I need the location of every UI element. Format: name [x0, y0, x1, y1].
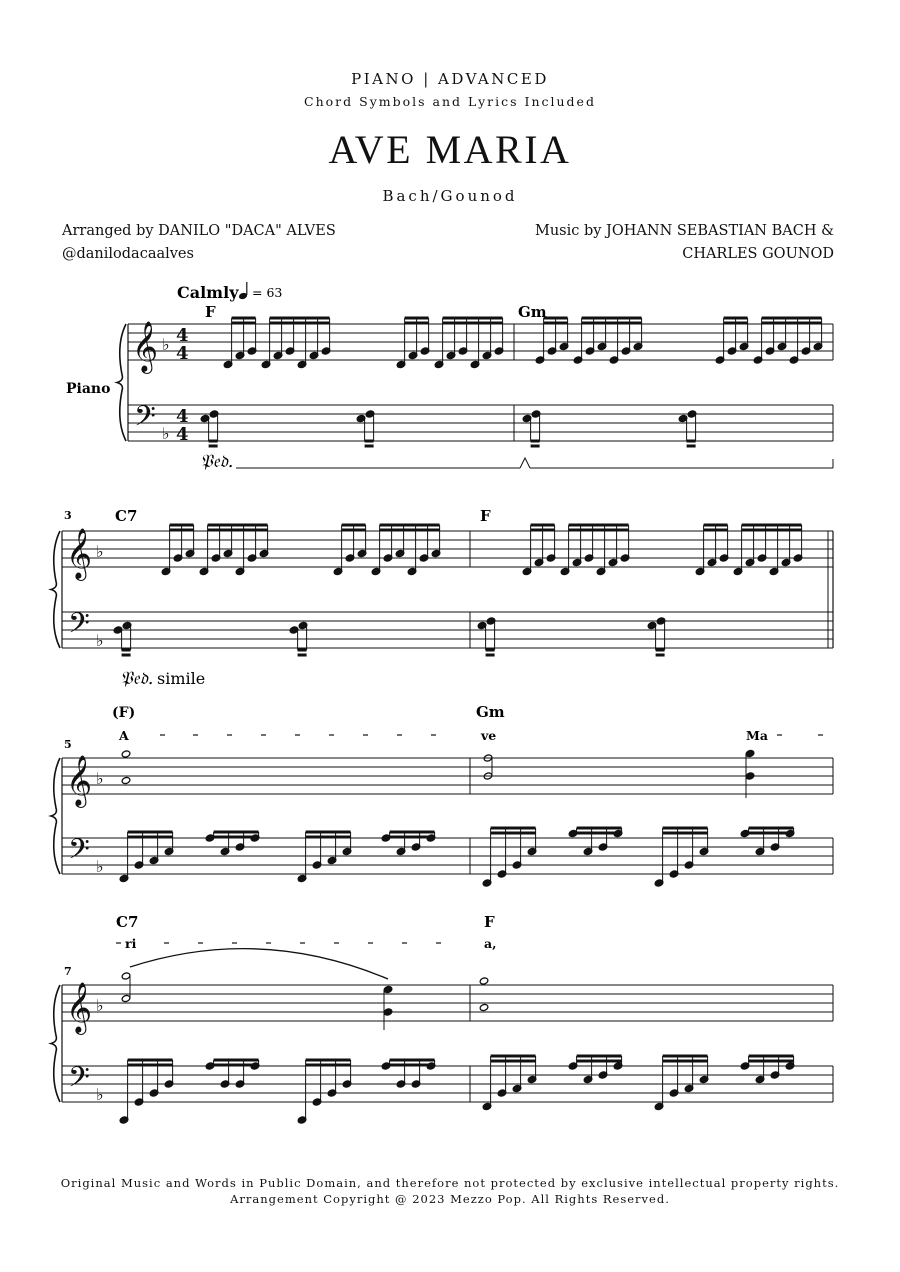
bass-clef-icon: 𝄢: [134, 400, 156, 440]
note-head: [121, 972, 131, 980]
chord-symbol: Gm: [518, 303, 547, 321]
note-head: [121, 776, 131, 784]
lyric-syllable: ve: [481, 728, 497, 743]
quarter-note-icon: [238, 282, 248, 300]
chord-symbol: (F): [112, 705, 136, 721]
brace: [51, 531, 60, 648]
treble-clef-icon: 𝄞: [66, 528, 93, 579]
pedal-simile: simile: [157, 669, 206, 688]
footer-line-2: Arrangement Copyright @ 2023 Mezzo Pop. All Rights Reserved.: [230, 1192, 670, 1206]
measure-number: 7: [64, 965, 72, 978]
note-head: [121, 994, 131, 1002]
flat-icon: ♭: [96, 769, 104, 788]
instrument-label: Piano: [66, 381, 111, 397]
measure-number: 3: [64, 509, 72, 522]
note-head: [383, 1008, 393, 1016]
composer-line-2: CHARLES GOUNOD: [682, 246, 834, 262]
pedal-mark: 𝔓𝔢𝔡.: [120, 668, 154, 689]
composer-short: Bach/Gounod: [382, 187, 518, 205]
chord-symbol: C7: [116, 913, 139, 931]
tempo-value: = 63: [252, 285, 283, 300]
copyright-footer: [0, 1175, 900, 1207]
lyric-syllable: ri: [125, 936, 137, 951]
pedal-mark: 𝔓𝔢𝔡.: [200, 451, 234, 472]
flat-icon: ♭: [96, 542, 104, 561]
footer-line-1: Original Music and Words in Public Domain, and therefore not protected by exclusive intellectual property rights.: [60, 1176, 840, 1190]
slur: [130, 949, 388, 979]
brace: [117, 324, 126, 441]
note-head: [383, 985, 393, 993]
arranger-handle: @danilodacaalves: [62, 246, 194, 262]
pedal-line: [236, 458, 833, 468]
staff-systems: [51, 321, 833, 1104]
note-head: [745, 772, 755, 780]
bass-clef-icon: 𝄢: [68, 833, 90, 873]
treble-clef-icon: 𝄞: [132, 321, 159, 372]
chord-symbol: C7: [115, 507, 138, 525]
brace: [51, 758, 60, 874]
flat-icon: ♭: [96, 631, 104, 650]
song-title: AVE MARIA: [328, 127, 572, 172]
note-head: [479, 1003, 489, 1011]
brace: [51, 985, 60, 1102]
composer-line-1: Music by JOHANN SEBASTIAN BACH &: [534, 223, 834, 239]
chord-symbol: F: [484, 913, 495, 931]
note-head: [745, 749, 755, 757]
lyric-syllable: A: [119, 728, 129, 743]
note-head: [479, 977, 489, 985]
treble-clef-icon: 𝄞: [66, 982, 93, 1033]
flat-icon: ♭: [96, 1085, 104, 1104]
time-signature: 4: [176, 325, 189, 346]
tempo-text: Calmly: [177, 283, 239, 302]
chord-symbol: Gm: [476, 703, 505, 721]
lyric-syllable: Ma: [746, 728, 768, 743]
flat-icon: ♭: [162, 335, 170, 354]
measure-number: 5: [64, 738, 72, 751]
treble-clef-icon: 𝄞: [66, 755, 93, 806]
category-label: PIANO | ADVANCED: [351, 70, 549, 88]
time-signature: 4: [176, 406, 189, 427]
flat-icon: ♭: [96, 996, 104, 1015]
chord-symbol: F: [480, 507, 491, 525]
subtitle-label: Chord Symbols and Lyrics Included: [304, 94, 596, 109]
chord-symbol: F: [205, 303, 216, 321]
time-signature: 4: [176, 424, 189, 445]
arranger-name: Arranged by DANILO "DACA" ALVES: [62, 223, 336, 239]
flat-icon: ♭: [96, 857, 104, 876]
bass-clef-icon: 𝄢: [68, 607, 90, 647]
lyric-syllable: a,: [484, 936, 497, 951]
note-head: [121, 750, 131, 758]
bass-clef-icon: 𝄢: [68, 1061, 90, 1101]
time-signature: 4: [176, 343, 189, 364]
flat-icon: ♭: [162, 424, 170, 443]
